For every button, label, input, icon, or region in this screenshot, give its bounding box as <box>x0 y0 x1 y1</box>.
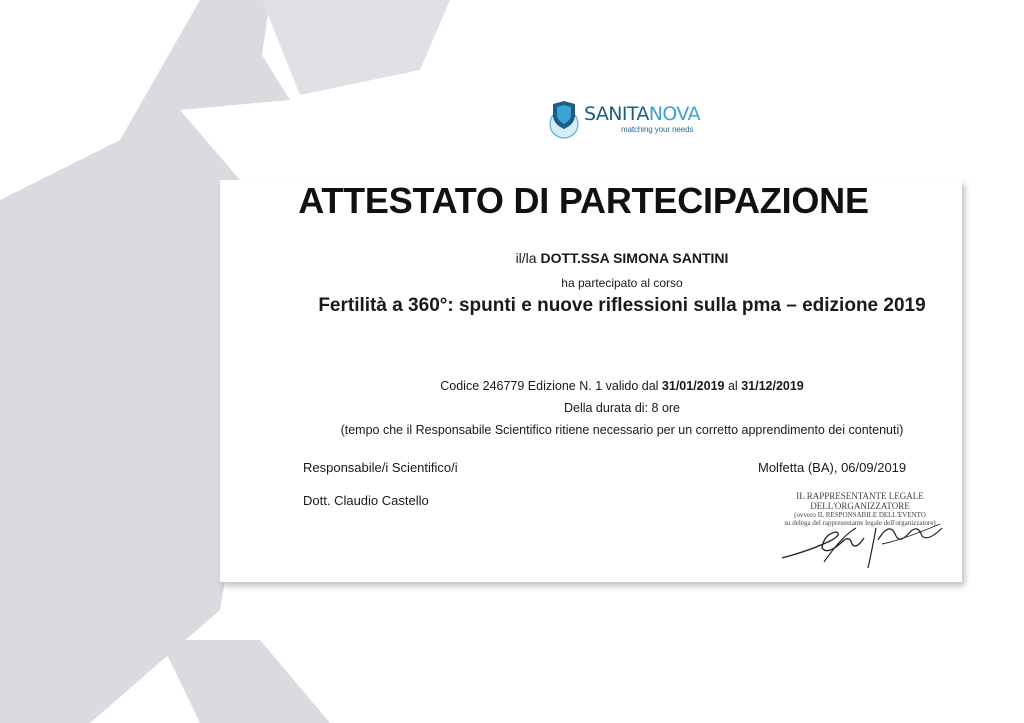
participation-text: ha partecipato al corso <box>561 276 683 290</box>
background-shape-top <box>262 0 450 95</box>
stamp-line-2: DELL'ORGANIZZATORE <box>810 501 910 511</box>
stamp-line-3: (ovvero IL RESPONSABILE DELL'EVENTO <box>794 511 926 519</box>
responsible-label: Responsabile/i Scientifico/i <box>303 460 458 475</box>
course-code-line <box>300 379 944 393</box>
valid-to-prefix: al <box>727 379 738 393</box>
logo-brand-name: SANITANOVA <box>584 103 700 125</box>
recipient-prefix: il/la <box>515 250 537 266</box>
recipient-line <box>300 250 944 266</box>
shield-globe-logo-icon <box>548 100 582 140</box>
background-shape-bottom <box>160 640 330 723</box>
logo-tagline: matching your needs <box>621 125 694 134</box>
valid-to-date: 31/12/2019 <box>741 379 804 393</box>
stamp-line-1: IL RAPPRESENTANTE LEGALE <box>796 491 924 501</box>
place-date: Molfetta (BA), 06/09/2019 <box>758 460 907 475</box>
course-title: Fertilità a 360°: spunti e nuove riflessioni sulla pma – edizione 2019 <box>318 295 926 316</box>
certificate-title: ATTESTATO DI PARTECIPAZIONE <box>298 180 869 221</box>
duration-note: (tempo che il Responsabile Scientifico ritiene necessario per un corretto apprendimento dei contenuti) <box>340 423 904 437</box>
responsible-name: Dott. Claudio Castello <box>303 493 429 508</box>
valid-from-date: 31/01/2019 <box>661 379 725 393</box>
company-logo <box>548 98 698 142</box>
stamp-line-4: su delega del rappresentante legale dell'organizzatore) <box>784 519 936 527</box>
course-duration: Della durata di: 8 ore <box>563 401 681 415</box>
recipient-name: DOTT.SSA SIMONA SANTINI <box>540 250 729 266</box>
course-code: Codice 246779 Edizione N. 1 valido dal <box>440 379 659 393</box>
handwritten-signature <box>772 510 952 570</box>
